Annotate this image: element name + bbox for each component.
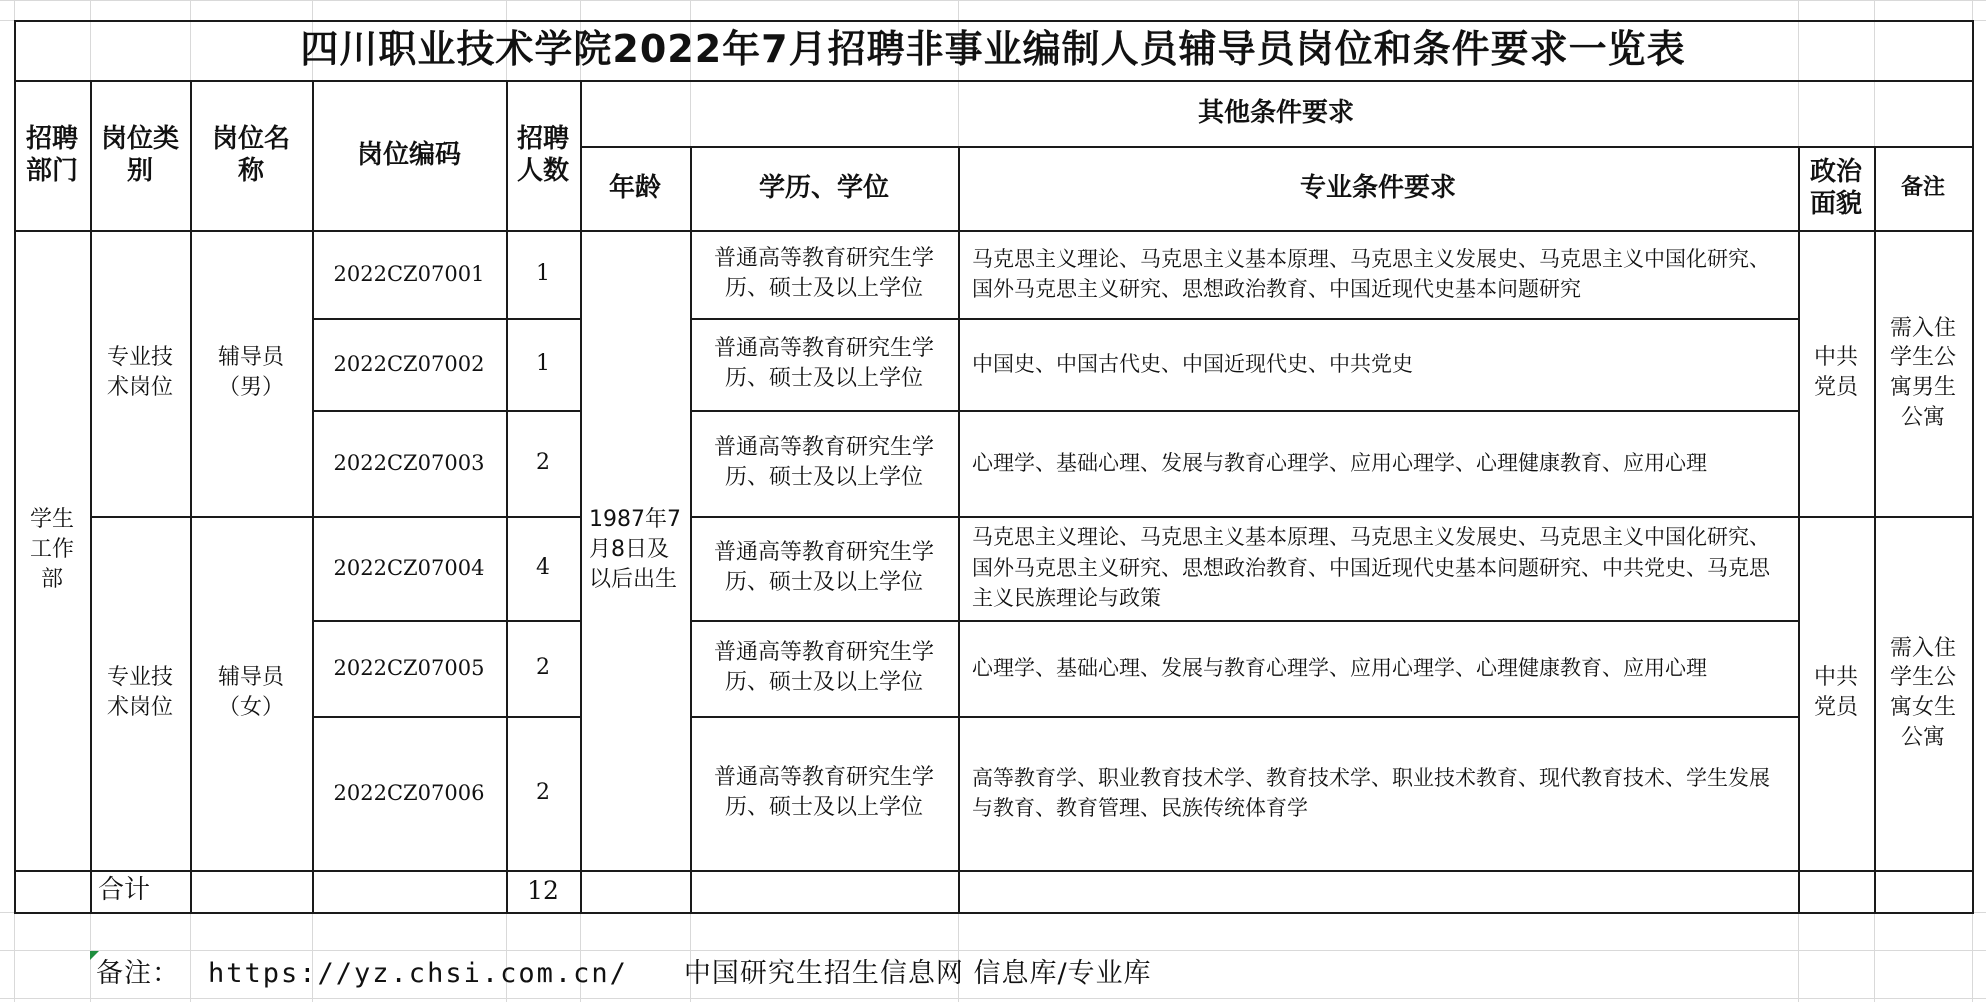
education-cell: 普通高等教育研究生学 历、硕士及以上学位 [713, 246, 934, 301]
post-code-cell: 2022CZ07003 [333, 450, 485, 475]
post-code-cell: 2022CZ07004 [333, 555, 485, 580]
major-requirements-cell: 高等教育学、职业教育技术学、教育技术学、职业技术教育、现代教育技术、学生发展与教育、教育管理、民族传统体育学 [972, 765, 1770, 820]
footnote-site: 中国研究生招生信息网 信息库/专业库 [683, 957, 1152, 989]
header-count: 招聘 人数 [516, 123, 569, 186]
count-cell: 1 [536, 261, 550, 287]
header-post-name: 岗位名 称 [211, 123, 290, 186]
age-cell: 1987年7 月8日及 以后出生 [589, 507, 681, 592]
group-category: 专业技 术岗位 [106, 345, 173, 400]
table-title: 四川职业技术学院2022年7月招聘非事业编制人员辅导员岗位和条件要求一览表 [300, 27, 1686, 72]
major-requirements-cell: 马克思主义理论、马克思主义基本原理、马克思主义发展史、马克思主义中国化研究、国外马克思主义研究、思想政治教育、中国近现代史基本问题研究、中共党史、马克思主义民族理论与政策 [972, 525, 1770, 611]
education-cell: 普通高等教育研究生学 历、硕士及以上学位 [713, 540, 934, 595]
header-post-code: 岗位编码 [356, 139, 461, 170]
count-cell: 4 [536, 555, 550, 581]
border-line [14, 912, 1974, 914]
footnote-url[interactable]: https://yz.chsi.com.cn/ [208, 957, 628, 989]
education-cell: 普通高等教育研究生学 历、硕士及以上学位 [713, 765, 934, 820]
post-code-cell: 2022CZ07002 [333, 351, 485, 376]
education-cell: 普通高等教育研究生学 历、硕士及以上学位 [713, 640, 934, 695]
footnote-label: 备注： [96, 957, 180, 989]
total-count: 12 [527, 876, 559, 906]
post-code-cell: 2022CZ07001 [333, 261, 485, 286]
major-requirements-cell: 马克思主义理论、马克思主义基本原理、马克思主义发展史、马克思主义中国化研究、国外马克思主义研究、思想政治教育、中国近现代史基本问题研究 [972, 246, 1770, 301]
header-category: 岗位类 别 [100, 123, 179, 186]
major-requirements-cell: 心理学、基础心理、发展与教育心理学、应用心理学、心理健康教育、应用心理 [972, 450, 1707, 475]
grid-line [0, 0, 1986, 1]
education-cell: 普通高等教育研究生学 历、硕士及以上学位 [713, 435, 934, 490]
footnote [96, 950, 1696, 998]
total-label: 合计 [98, 875, 151, 906]
grid-line [0, 998, 1986, 999]
border-line [1972, 80, 1974, 914]
border-line [14, 870, 1972, 872]
group-remark: 需入住 学生公 寓男生 公寓 [1889, 315, 1956, 430]
count-cell: 2 [536, 450, 550, 476]
education-cell: 普通高等教育研究生学 历、硕士及以上学位 [713, 336, 934, 391]
header-remark: 备注 [1900, 175, 1945, 201]
post-code-cell: 2022CZ07006 [333, 780, 485, 805]
post-code-cell: 2022CZ07005 [333, 655, 485, 680]
header-major: 专业条件要求 [1299, 172, 1456, 203]
border-line [1972, 20, 1974, 82]
header-age: 年龄 [608, 172, 661, 203]
count-cell: 2 [536, 655, 550, 681]
group-politics: 中共 党员 [1813, 665, 1858, 720]
count-cell: 2 [536, 780, 550, 806]
group-post-name: 辅导员 （男） [217, 345, 284, 400]
major-requirements-cell: 心理学、基础心理、发展与教育心理学、应用心理学、心理健康教育、应用心理 [972, 655, 1707, 680]
header-education: 学历、学位 [758, 172, 889, 203]
group-post-name: 辅导员 （女） [217, 665, 284, 720]
header-other-conditions: 其他条件要求 [1197, 97, 1354, 128]
group-category: 专业技 术岗位 [106, 665, 173, 720]
group-politics: 中共 党员 [1813, 345, 1858, 400]
count-cell: 1 [536, 351, 550, 377]
dept-cell: 学生 工作 部 [29, 507, 74, 592]
major-requirements-cell: 中国史、中国古代史、中国近现代史、中共党史 [972, 351, 1413, 376]
group-remark: 需入住 学生公 寓女生 公寓 [1889, 635, 1956, 750]
header-dept: 招聘 部门 [25, 123, 78, 186]
header-politics: 政治 面貌 [1809, 156, 1862, 219]
